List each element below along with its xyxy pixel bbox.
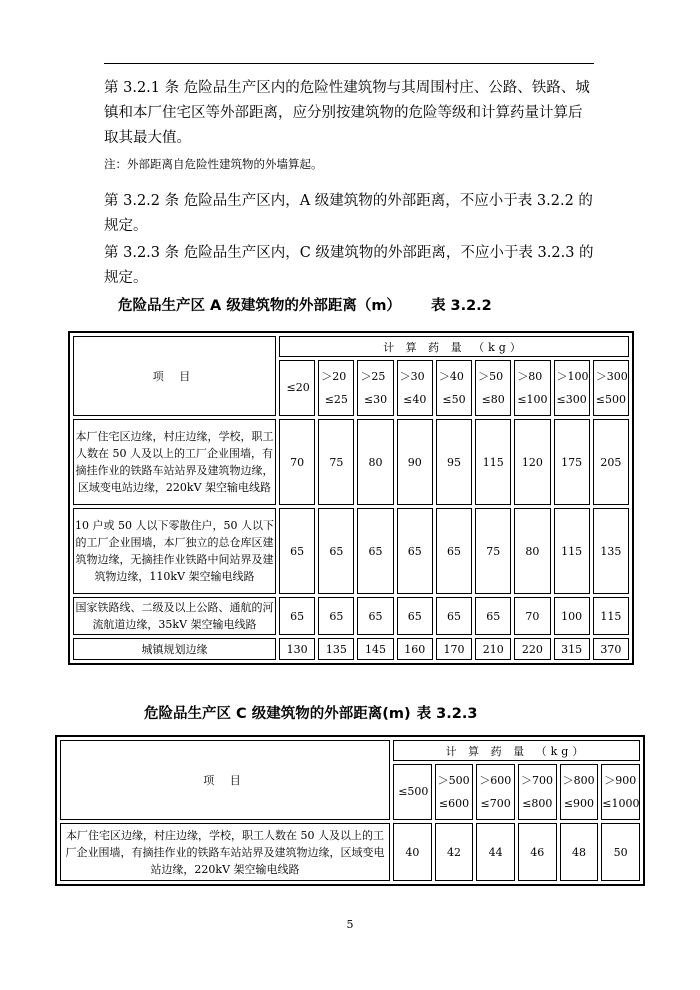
table-c-caption <box>144 704 477 724</box>
distance-value: 90 <box>397 419 433 505</box>
range-lower: ＞800 <box>562 773 595 787</box>
range-lower: ＞50 <box>478 369 504 383</box>
row-item: 10 户或 50 人以下零散住户，50 人以下的工厂企业围墙，本厂独立的总仓库区建筑物边缘，无摘挂作业铁路中间站界及建筑物边缘，110kV 架空输电线路 <box>73 508 276 594</box>
distance-value: 65 <box>436 508 472 594</box>
range-upper: ≤700 <box>480 796 511 810</box>
range-header <box>601 764 640 820</box>
distance-value: 42 <box>435 823 474 881</box>
distance-value: 65 <box>318 597 354 635</box>
range-upper: ≤300 <box>556 392 587 406</box>
row-item: 城镇规划边缘 <box>73 638 276 660</box>
distance-value: 65 <box>397 597 433 635</box>
range-lower: ＞25 <box>360 369 386 383</box>
range-header <box>560 764 599 820</box>
range-lower: ＞30 <box>399 369 425 383</box>
range-lower: ＞80 <box>517 369 543 383</box>
range-lower: ＞300 <box>595 369 628 383</box>
row-item: 本厂住宅区边缘，村庄边缘，学校，职工人数在 50 人及以上的工厂企业围墙，有摘挂作业的铁路车站站界及建筑物边缘，区域变电站边缘，220kV 架空输电线路 <box>73 419 276 505</box>
distance-value: 65 <box>279 597 315 635</box>
distance-value: 80 <box>357 419 393 505</box>
page-number: 5 <box>346 918 354 931</box>
range-header <box>476 764 515 820</box>
distance-value: 65 <box>436 597 472 635</box>
distance-value: 95 <box>436 419 472 505</box>
table-a-item-header: 项 目 <box>73 336 276 416</box>
range-upper: ≤50 <box>442 392 466 406</box>
range-upper: ≤800 <box>522 796 553 810</box>
range-lower: ＞40 <box>438 369 464 383</box>
distance-value: 135 <box>593 508 629 594</box>
table-row <box>60 823 640 881</box>
range-header <box>397 360 433 416</box>
distance-value: 40 <box>393 823 432 881</box>
distance-value: 100 <box>554 597 590 635</box>
distance-value: 220 <box>514 638 550 660</box>
distance-value: 46 <box>518 823 557 881</box>
range-header <box>279 360 315 416</box>
table-c-number: 表 3.2.3 <box>416 706 478 722</box>
range-header <box>514 360 550 416</box>
range-upper: ≤40 <box>403 392 427 406</box>
table-row <box>73 638 629 660</box>
range-upper: ≤80 <box>481 392 505 406</box>
distance-value: 210 <box>475 638 511 660</box>
distance-value: 175 <box>554 419 590 505</box>
distance-value: 160 <box>397 638 433 660</box>
table-a-number: 表 3.2.2 <box>430 298 492 314</box>
row-item: 国家铁路线、二级及以上公路、通航的河流航道边缘，35kV 架空输电线路 <box>73 597 276 635</box>
range-upper: ≤25 <box>324 392 348 406</box>
table-row <box>73 419 629 505</box>
range-lower: ＞900 <box>604 773 637 787</box>
distance-value: 65 <box>357 597 393 635</box>
range-upper: ≤900 <box>563 796 595 810</box>
range-lower: ＞500 <box>437 773 470 787</box>
range-lower: ＞20 <box>321 369 347 383</box>
distance-value: 48 <box>560 823 599 881</box>
table-c-item-header: 项 目 <box>60 740 390 820</box>
range-upper: ≤600 <box>438 796 470 810</box>
range-header <box>593 360 629 416</box>
range-lower: ＞600 <box>479 773 512 787</box>
range-header <box>357 360 393 416</box>
range-header <box>393 764 432 820</box>
range-lower: ＞100 <box>556 369 589 383</box>
distance-value: 115 <box>475 419 511 505</box>
distance-value: 120 <box>514 419 550 505</box>
range-upper: ≤100 <box>517 392 548 406</box>
row-item: 本厂住宅区边缘，村庄边缘，学校，职工人数在 50 人及以上的工厂企业围墙，有摘挂作业的铁路车站站界及建筑物边缘，区域变电站边缘，220kV 架空输电线路 <box>60 823 390 881</box>
table-c <box>55 735 645 886</box>
range-lower: ＞700 <box>520 773 553 787</box>
distance-value: 130 <box>279 638 315 660</box>
distance-value: 115 <box>593 597 629 635</box>
range-header <box>318 360 354 416</box>
range-header <box>554 360 590 416</box>
distance-value: 80 <box>514 508 550 594</box>
distance-value: 65 <box>357 508 393 594</box>
table-a-qty-header: 计 算 药 量 （kg） <box>279 336 629 357</box>
article-3-2-1: 第 3.2.1 条 危险品生产区内的危险性建筑物与其周围村庄、公路、铁路、城镇和本厂住宅区等外部距离，应分别按建筑物的危险等级和计算药量计算后取其最大值。 <box>104 80 590 146</box>
distance-value: 135 <box>318 638 354 660</box>
article-3-2-2: 第 3.2.2 条 危险品生产区内，A 级建筑物的外部距离，不应小于表 3.2.2 的规定。 <box>104 193 593 234</box>
range-header <box>435 764 474 820</box>
range-upper: ≤30 <box>363 392 388 406</box>
table-a <box>68 331 634 665</box>
distance-value: 44 <box>476 823 515 881</box>
range-upper: ≤1000 <box>602 796 640 810</box>
distance-value: 65 <box>318 508 354 594</box>
range-header <box>436 360 472 416</box>
distance-value: 75 <box>475 508 511 594</box>
table-a-title: 危险品生产区 A 级建筑物的外部距离（m） <box>118 298 401 314</box>
distance-value: 70 <box>514 597 550 635</box>
distance-value: 50 <box>601 823 640 881</box>
distance-value: 145 <box>357 638 393 660</box>
distance-value: 75 <box>318 419 354 505</box>
distance-value: 65 <box>397 508 433 594</box>
distance-value: 315 <box>554 638 590 660</box>
range-lower: ≤500 <box>398 785 429 798</box>
table-row <box>73 508 629 594</box>
distance-value: 115 <box>554 508 590 594</box>
table-row <box>73 597 629 635</box>
table-a-caption <box>118 296 492 316</box>
article-3-2-3: 第 3.2.3 条 危险品生产区内，C 级建筑物的外部距离，不应小于表 3.2.3 的规定。 <box>104 245 594 286</box>
distance-value: 170 <box>436 638 472 660</box>
range-lower: ≤20 <box>286 381 310 394</box>
table-c-title: 危险品生产区 C 级建筑物的外部距离(m) <box>144 706 411 722</box>
header-rule <box>104 63 594 64</box>
distance-value: 370 <box>593 638 629 660</box>
table-c-qty-header: 计 算 药 量 （kg） <box>393 740 640 761</box>
range-header <box>518 764 557 820</box>
distance-value: 65 <box>475 597 511 635</box>
note-text: 注：外部距离自危险性建筑物的外墙算起。 <box>104 157 323 171</box>
range-upper: ≤500 <box>595 392 626 406</box>
distance-value: 65 <box>279 508 315 594</box>
distance-value: 205 <box>593 419 629 505</box>
range-header <box>475 360 511 416</box>
distance-value: 70 <box>279 419 315 505</box>
